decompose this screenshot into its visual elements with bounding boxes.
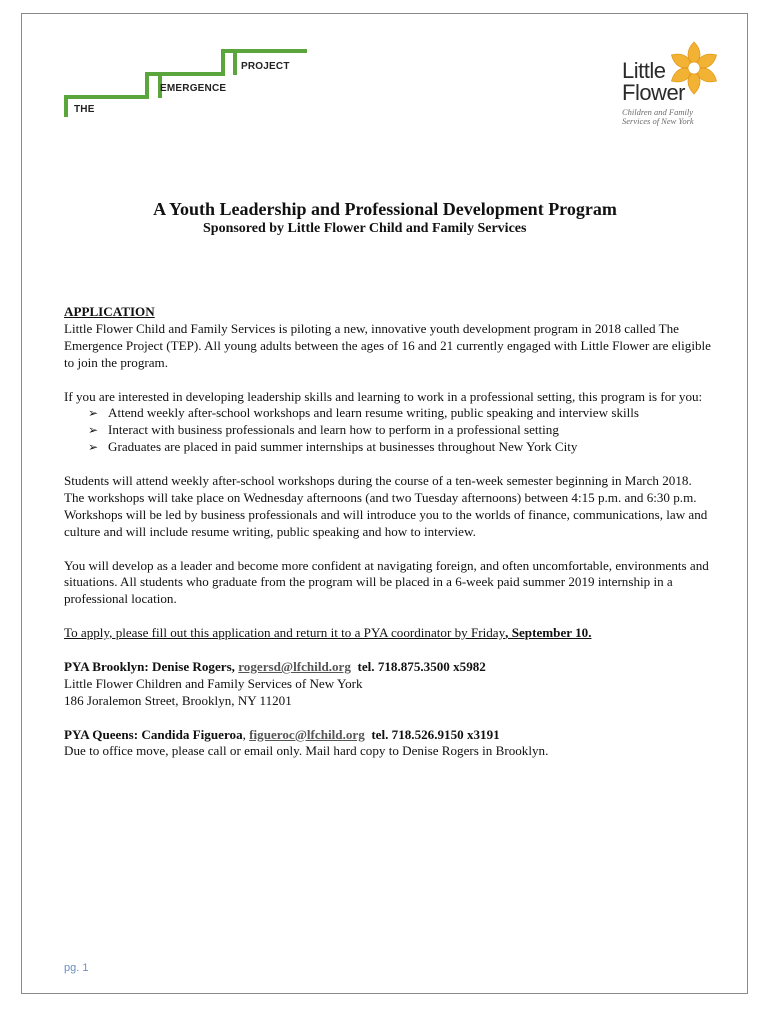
brand-name-little: Little [622,58,666,83]
brooklyn-phone: tel. 718.875.3500 x5982 [350,658,486,674]
brooklyn-org: Little Flower Children and Family Services of New York [64,675,363,691]
little-flower-logo [598,38,738,138]
benefits-list [64,405,714,456]
list-item: ➢ Interact with business professionals and learn how to perform in a professional setting [88,422,559,438]
list-item: ➢ Graduates are placed in paid summer internships at businesses throughout New York City [88,439,578,455]
schedule-paragraph: Students will attend weekly after-school workshops during the course of a ten-week semester beginning in March 2018. The workshops will take place on Wednesday afternoons (and two Tuesday afternoons) between 4:15 p.m. and 6:30 p.m. Workshops will be led by business professionals and will introduce you to the worlds of finance, communications, law and culture and will include resume writing, public speaking and how to interview. [64,473,708,539]
apply-text: To apply, please fill out this application and return it to a PYA coordinator by Friday [64,625,506,641]
arrow-bullet-icon: ➢ [88,440,99,455]
brooklyn-email-link[interactable]: rogersd@lfchild.org [238,658,351,674]
emergence-project-logo [0,0,320,130]
brooklyn-address: 186 Joralemon Street, Brooklyn, NY 11201 [64,692,292,708]
section-heading: APPLICATION [64,304,155,319]
logo-word-the: THE [74,104,95,115]
interest-paragraph: If you are interested in developing leadership skills and learning to work in a professional setting, this program is for you: [64,388,703,404]
logo-word-project: PROJECT [241,61,290,72]
apply-deadline: , September 10. [505,625,592,641]
application-body [64,304,714,760]
queens-contact: PYA Queens: Candida Figueroa, figueroc@lfchild.org tel. 718.526.9150 x3191 [64,726,500,742]
queens-contact-label: PYA Queens: Candida Figueroa [64,726,243,742]
queens-email-link[interactable]: figueroc@lfchild.org [249,726,365,742]
intro-paragraph: Little Flower Child and Family Services is piloting a new, innovative youth development program in 2018 called The Emergence Project (TEP). All young adults between the ages of 16 and 21 currently engaged with Little Flower are eligible to join the program. [64,320,711,370]
logo-word-emergence: EMERGENCE [160,83,227,94]
document-title: A Youth Leadership and Professional Development Program [153,199,617,219]
brand-name-flower: Flower [622,80,686,105]
brand-tagline-1: Children and Family [622,107,693,117]
list-item: ➢ Attend weekly after-school workshops and learn resume writing, public speaking and interview skills [88,405,639,421]
document-subtitle: Sponsored by Little Flower Child and Family Services [203,221,527,236]
queens-note: Due to office move, please call or email only. Mail hard copy to Denise Rogers in Brooklyn. [64,743,549,759]
brooklyn-contact-label: PYA Brooklyn: Denise Rogers, [64,658,239,674]
brand-tagline-2: Services of New York [622,116,694,126]
arrow-bullet-icon: ➢ [88,406,99,421]
page-number: pg. 1 [64,962,89,974]
queens-phone: tel. 718.526.9150 x3191 [364,726,500,742]
develop-paragraph: You will develop as a leader and become more confident at navigating foreign, and often uncomfortable, environments and situations. All students who graduate from the program will be placed in a 6-week paid summer 2019 internship in a professional location. [64,557,709,607]
brooklyn-contact [64,659,714,676]
apply-instructions [64,625,714,642]
arrow-bullet-icon: ➢ [88,423,99,438]
